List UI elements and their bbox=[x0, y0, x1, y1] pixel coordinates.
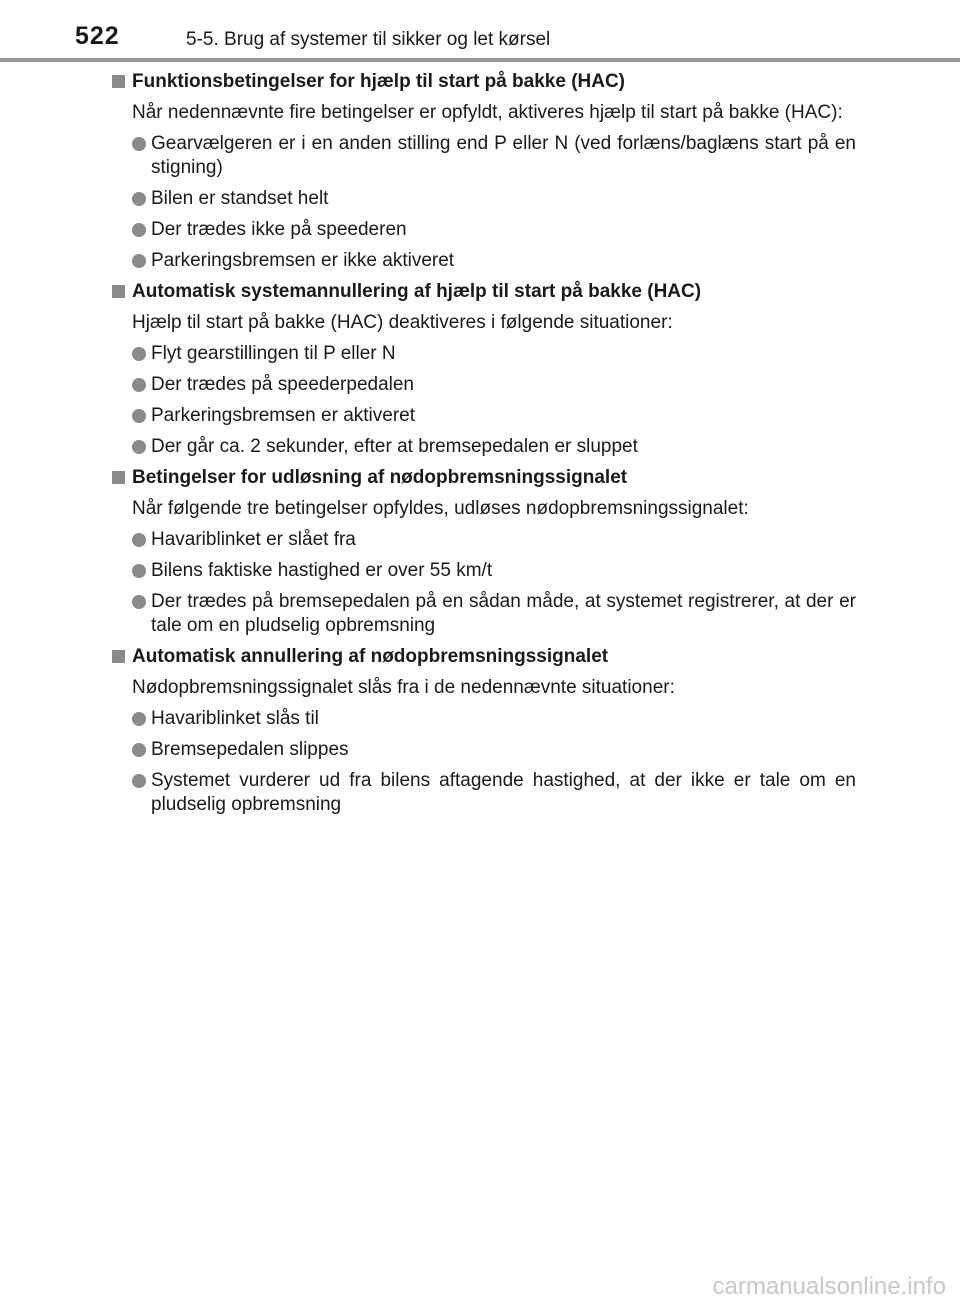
section-hac-conditions bbox=[111, 70, 856, 273]
section-intro: Når nedennævnte fire betingelser er opfyldt, aktiveres hjælp til start på bakke (HAC): bbox=[132, 102, 843, 123]
circle-bullet-icon bbox=[132, 254, 146, 268]
list-item bbox=[111, 404, 856, 428]
list-item bbox=[111, 559, 856, 583]
list-item-text: Bilen er standset helt bbox=[151, 188, 329, 209]
section-intro: Hjælp til start på bakke (HAC) deaktiveres i følgende situationer: bbox=[132, 312, 673, 333]
list-item bbox=[111, 707, 856, 731]
circle-bullet-icon bbox=[132, 347, 146, 361]
list-item-text: Bremsepedalen slippes bbox=[151, 739, 349, 760]
section-intro: Når følgende tre betingelser opfyldes, udløses nødopbremsningssignalet: bbox=[132, 498, 749, 519]
list-item-text: Der går ca. 2 sekunder, efter at bremsepedalen er sluppet bbox=[151, 436, 638, 457]
list-item bbox=[111, 528, 856, 552]
list-item bbox=[111, 738, 856, 762]
list-item-text: Der trædes ikke på speederen bbox=[151, 219, 407, 240]
circle-bullet-icon bbox=[132, 712, 146, 726]
square-bullet-icon bbox=[112, 471, 125, 484]
list-item-text: Parkeringsbremsen er aktiveret bbox=[151, 405, 415, 426]
circle-bullet-icon bbox=[132, 564, 146, 578]
circle-bullet-icon bbox=[132, 595, 146, 609]
list-item bbox=[111, 769, 856, 817]
list-item-text: Der trædes på bremsepedalen på en sådan måde, at systemet registrerer, at der er tale om en pludselig opbremsning bbox=[151, 591, 856, 636]
section-heading-text: Automatisk systemannullering af hjælp til start på bakke (HAC) bbox=[132, 281, 702, 302]
circle-bullet-icon bbox=[132, 137, 146, 151]
circle-bullet-icon bbox=[132, 378, 146, 392]
list-item bbox=[111, 187, 856, 211]
bullet-list bbox=[111, 342, 856, 459]
list-item bbox=[111, 590, 856, 638]
circle-bullet-icon bbox=[132, 440, 146, 454]
list-item bbox=[111, 132, 856, 180]
section-heading-text: Betingelser for udløsning af nødopbremsningssignalet bbox=[132, 467, 628, 488]
circle-bullet-icon bbox=[132, 533, 146, 547]
list-item bbox=[111, 373, 856, 397]
page-content bbox=[111, 70, 856, 824]
circle-bullet-icon bbox=[132, 192, 146, 206]
list-item-text: Havariblinket slås til bbox=[151, 708, 319, 729]
watermark-text: carmanualsonline.info bbox=[712, 1273, 946, 1300]
section-heading bbox=[111, 645, 856, 669]
square-bullet-icon bbox=[112, 285, 125, 298]
circle-bullet-icon bbox=[132, 223, 146, 237]
list-item bbox=[111, 342, 856, 366]
section-heading-text: Automatisk annullering af nødopbremsningssignalet bbox=[132, 646, 609, 667]
list-item-text: Systemet vurderer ud fra bilens aftagende hastighed, at der ikke er tale om en pludselig opbremsning bbox=[151, 770, 856, 815]
section-emergency-signal-conditions bbox=[111, 466, 856, 638]
list-item-text: Havariblinket er slået fra bbox=[151, 529, 356, 550]
section-emergency-signal-cancellation bbox=[111, 645, 856, 817]
list-item-text: Der trædes på speederpedalen bbox=[151, 374, 415, 395]
list-item-text: Parkeringsbremsen er ikke aktiveret bbox=[151, 250, 455, 271]
bullet-list bbox=[111, 707, 856, 817]
square-bullet-icon bbox=[112, 650, 125, 663]
list-item-text: Flyt gearstillingen til P eller N bbox=[151, 343, 396, 364]
circle-bullet-icon bbox=[132, 743, 146, 757]
section-heading bbox=[111, 466, 856, 490]
page-header bbox=[0, 0, 960, 62]
square-bullet-icon bbox=[112, 75, 125, 88]
list-item bbox=[111, 218, 856, 242]
header-rule bbox=[0, 58, 960, 62]
circle-bullet-icon bbox=[132, 409, 146, 423]
list-item bbox=[111, 249, 856, 273]
list-item-text: Gearvælgeren er i en anden stilling end P eller N (ved forlæns/baglæns start på en stigning) bbox=[151, 133, 856, 178]
section-heading bbox=[111, 280, 856, 304]
section-intro: Nødopbremsningssignalet slås fra i de nedennævnte situationer: bbox=[132, 677, 675, 698]
section-heading-text: Funktionsbetingelser for hjælp til start på bakke (HAC) bbox=[132, 71, 626, 92]
section-heading bbox=[111, 70, 856, 94]
bullet-list bbox=[111, 528, 856, 638]
list-item-text: Bilens faktiske hastighed er over 55 km/t bbox=[151, 560, 493, 581]
bullet-list bbox=[111, 132, 856, 273]
chapter-title: 5-5. Brug af systemer til sikker og let kørsel bbox=[186, 29, 551, 50]
circle-bullet-icon bbox=[132, 774, 146, 788]
page-number: 522 bbox=[75, 22, 120, 50]
list-item bbox=[111, 435, 856, 459]
section-hac-cancellation bbox=[111, 280, 856, 459]
